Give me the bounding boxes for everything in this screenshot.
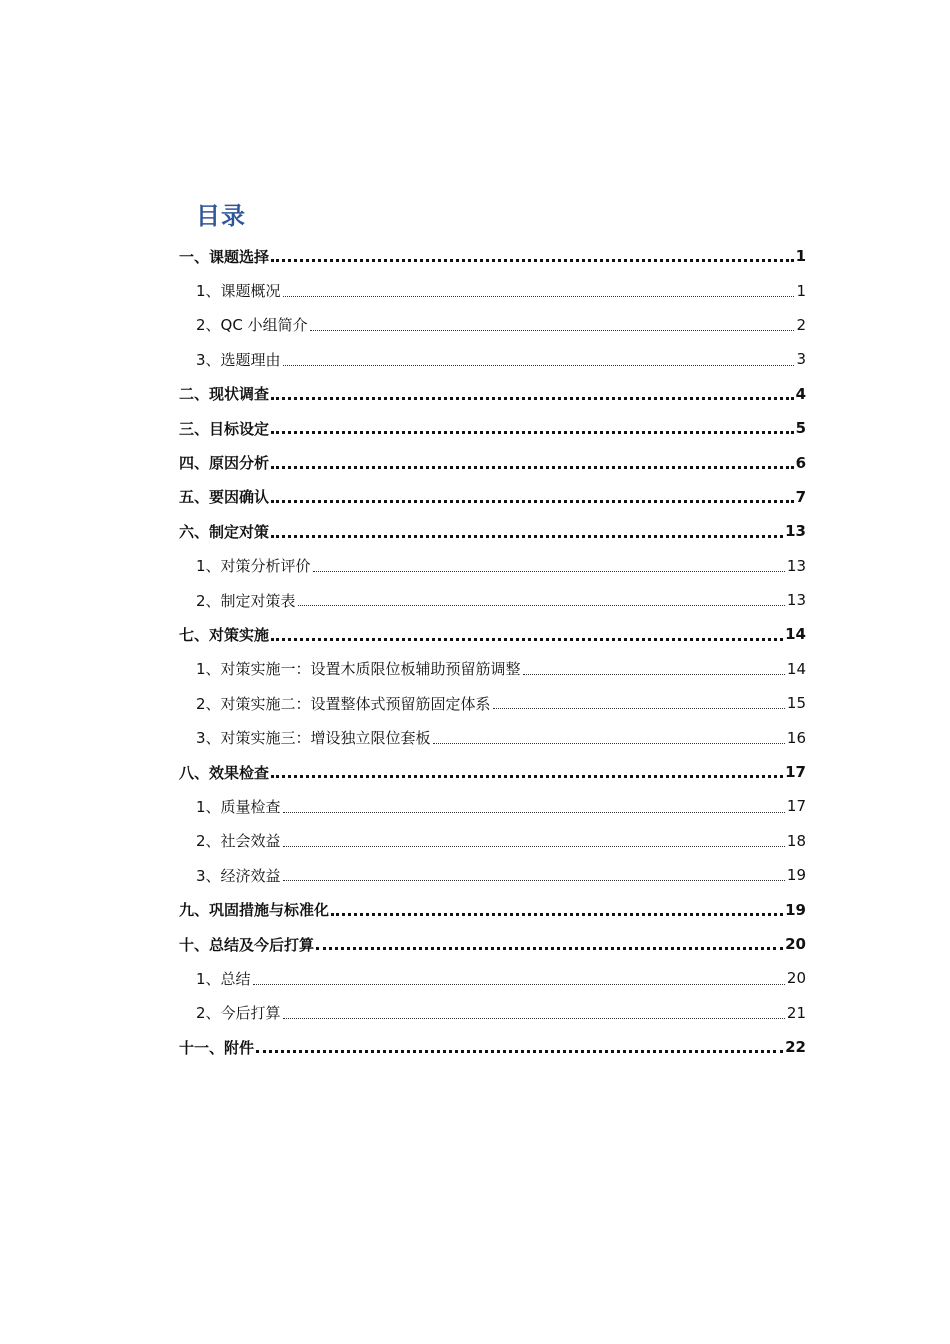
toc-page-number: 15 (786, 694, 806, 713)
toc-entry-text: 2、社会效益 (196, 832, 281, 851)
toc-page-number: 18 (786, 831, 806, 850)
toc-title: 目录 (196, 202, 246, 230)
toc-entry-text: 3、对策实施三：增设独立限位套板 (196, 729, 431, 748)
toc-dot-leader (271, 638, 783, 641)
toc-entry-subsection[interactable] (0, 583, 950, 617)
toc-entry-section[interactable] (0, 411, 950, 445)
toc-entry-text: 1、质量检查 (196, 797, 281, 816)
toc-page-number: 5 (795, 419, 806, 438)
toc-dot-leader (316, 947, 783, 950)
toc-entry-text: 1、对策分析评价 (196, 557, 311, 576)
toc-page-number: 2 (796, 315, 806, 334)
toc-entry-section[interactable] (0, 480, 950, 514)
toc-entry-subsection[interactable] (0, 961, 950, 995)
toc-entry-text: 3、经济效益 (196, 866, 281, 885)
toc-page-number: 19 (785, 900, 806, 919)
toc-page-number: 1 (795, 247, 806, 266)
toc-entry-text: 3、选题理由 (196, 350, 281, 369)
toc-entry-subsection[interactable] (0, 686, 950, 720)
toc-entry-text: 七、对策实施 (179, 625, 270, 644)
toc-dot-leader (283, 1018, 785, 1019)
toc-entry-text: 五、要因确认 (179, 488, 270, 507)
toc-dot-leader (283, 880, 785, 881)
toc-dot-leader (271, 500, 794, 503)
toc-dot-leader (271, 397, 794, 400)
toc-dot-leader (271, 535, 783, 538)
toc-dot-leader (271, 466, 794, 469)
toc-entry-text: 十、总结及今后打算 (179, 935, 315, 954)
toc-entry-subsection[interactable] (0, 273, 950, 307)
toc-entry-text: 1、课题概况 (196, 282, 281, 301)
toc-dot-leader (271, 259, 794, 262)
toc-entry-text: 2、QC 小组简介 (196, 316, 308, 335)
toc-page-number: 19 (786, 866, 806, 885)
toc-list (0, 239, 950, 1064)
toc-entry-section[interactable] (0, 927, 950, 961)
toc-page-number: 13 (786, 556, 806, 575)
toc-dot-leader (283, 296, 795, 297)
toc-entry-text: 2、今后打算 (196, 1004, 281, 1023)
toc-entry-text: 二、现状调查 (179, 385, 270, 404)
toc-entry-subsection[interactable] (0, 824, 950, 858)
toc-entry-section[interactable] (0, 892, 950, 926)
toc-page-number: 20 (786, 969, 806, 988)
toc-entry-text: 2、制定对策表 (196, 591, 296, 610)
toc-entry-text: 一、课题选择 (179, 247, 270, 266)
toc-page-number: 6 (795, 453, 806, 472)
toc-dot-leader (313, 571, 785, 572)
toc-page-number: 20 (785, 935, 806, 953)
toc-dot-leader (256, 1050, 783, 1053)
toc-entry-section[interactable] (0, 239, 950, 273)
toc-entry-text: 十一、附件 (179, 1038, 255, 1057)
toc-dot-leader (523, 674, 785, 675)
toc-page-number: 17 (786, 797, 806, 816)
toc-entry-section[interactable] (0, 755, 950, 789)
toc-entry-text: 九、巩固措施与标准化 (179, 901, 330, 920)
toc-entry-text: 三、目标设定 (179, 419, 270, 438)
toc-dot-leader (271, 775, 783, 778)
toc-entry-text: 1、对策实施一：设置木质限位板辅助预留筋调整 (196, 660, 521, 679)
toc-entry-subsection[interactable] (0, 549, 950, 583)
toc-entry-subsection[interactable] (0, 789, 950, 823)
toc-page-number: 14 (786, 659, 806, 678)
toc-page-number: 4 (795, 384, 806, 403)
toc-entry-text: 四、原因分析 (179, 454, 270, 473)
toc-page-number: 21 (786, 1003, 806, 1022)
toc-dot-leader (283, 365, 795, 366)
toc-entry-subsection[interactable] (0, 996, 950, 1030)
toc-dot-leader (331, 913, 783, 916)
toc-page-number: 13 (785, 522, 806, 541)
toc-dot-leader (253, 984, 785, 985)
toc-page-number: 22 (785, 1038, 806, 1057)
toc-entry-text: 1、总结 (196, 969, 251, 988)
toc-entry-text: 六、制定对策 (179, 522, 270, 541)
toc-dot-leader (298, 605, 785, 606)
toc-entry-subsection[interactable] (0, 652, 950, 686)
toc-page-number: 14 (785, 625, 806, 644)
toc-entry-section[interactable] (0, 514, 950, 548)
toc-page-number: 16 (786, 728, 806, 747)
toc-entry-text: 2、对策实施二：设置整体式预留筋固定体系 (196, 694, 491, 713)
toc-entry-subsection[interactable] (0, 342, 950, 376)
toc-entry-section[interactable] (0, 377, 950, 411)
toc-entry-subsection[interactable] (0, 720, 950, 754)
toc-entry-section[interactable] (0, 445, 950, 479)
toc-dot-leader (310, 330, 795, 331)
toc-dot-leader (283, 846, 785, 847)
toc-page-number: 1 (796, 281, 806, 300)
toc-page-number: 17 (785, 763, 806, 782)
toc-entry-subsection[interactable] (0, 858, 950, 892)
toc-entry-subsection[interactable] (0, 308, 950, 342)
toc-page-number: 3 (796, 350, 806, 369)
toc-dot-leader (271, 431, 794, 434)
toc-dot-leader (433, 743, 785, 744)
toc-entry-text: 八、效果检查 (179, 763, 270, 782)
toc-dot-leader (493, 708, 785, 709)
toc-entry-section[interactable] (0, 617, 950, 651)
toc-dot-leader (283, 812, 785, 813)
toc-page-number: 7 (795, 487, 806, 506)
toc-entry-section[interactable] (0, 1030, 950, 1064)
toc-page-number: 13 (786, 591, 806, 610)
